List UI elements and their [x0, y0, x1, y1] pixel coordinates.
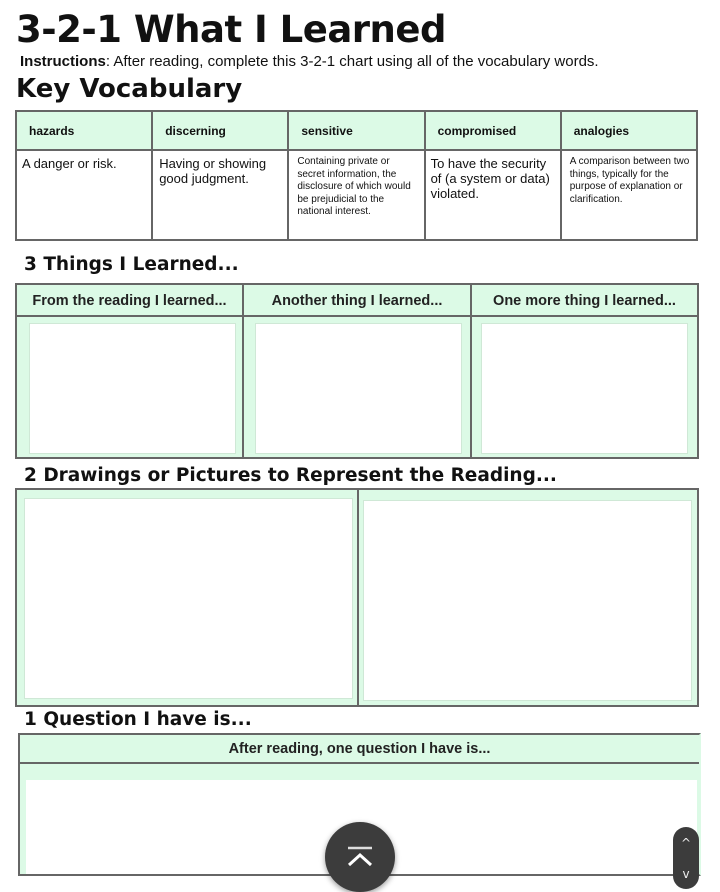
instructions: [20, 53, 599, 70]
question-heading: 1 Question I have is...: [24, 709, 252, 730]
col-header: Another thing I learned...: [244, 285, 472, 317]
instructions-text: : After reading, complete this 3-2-1 chart using all of the vocabulary words.: [105, 53, 599, 70]
vocab-def: A danger or risk.: [16, 150, 152, 240]
vocab-word: discerning: [152, 111, 288, 150]
answer-box-3[interactable]: [481, 323, 688, 454]
drawing-box-2[interactable]: [363, 500, 692, 701]
vocab-word: compromised: [425, 111, 561, 150]
scroll-to-top-button[interactable]: [325, 822, 395, 892]
vocab-def: A comparison between two things, typically for the purpose of explanation or clarification.: [561, 150, 697, 240]
drawing-box-1[interactable]: [24, 498, 353, 699]
vocab-def: Containing private or secret information, the disclosure of which would be prejudicial to the national interest.: [288, 150, 424, 240]
drawings-heading: 2 Drawings or Pictures to Represent the Reading...: [24, 465, 557, 486]
vocab-table: [15, 110, 698, 241]
chevron-down-icon[interactable]: v: [682, 866, 690, 881]
drawings-table: [15, 488, 699, 707]
col-header: After reading, one question I have is...: [20, 735, 699, 764]
three-things-table: [15, 283, 699, 459]
col-header: From the reading I learned...: [17, 285, 244, 317]
vocab-word: sensitive: [288, 111, 424, 150]
answer-box-1[interactable]: [29, 323, 236, 454]
col-header: One more thing I learned...: [493, 293, 676, 309]
answer-box-2[interactable]: [255, 323, 462, 454]
vocab-def: Having or showing good judgment.: [152, 150, 288, 240]
page-scroll-control[interactable]: [673, 827, 699, 889]
page-title: 3-2-1 What I Learned: [16, 8, 446, 51]
three-things-heading: 3 Things I Learned...: [24, 254, 239, 275]
vocab-word: analogies: [561, 111, 697, 150]
vocab-def: To have the security of (a system or data) violated.: [425, 150, 561, 240]
vocab-word: hazards: [16, 111, 152, 150]
instructions-label: Instructions: [20, 53, 106, 70]
vocab-heading: Key Vocabulary: [16, 74, 243, 104]
scroll-to-top-icon: [345, 845, 375, 869]
chevron-up-icon[interactable]: ^: [680, 835, 692, 850]
